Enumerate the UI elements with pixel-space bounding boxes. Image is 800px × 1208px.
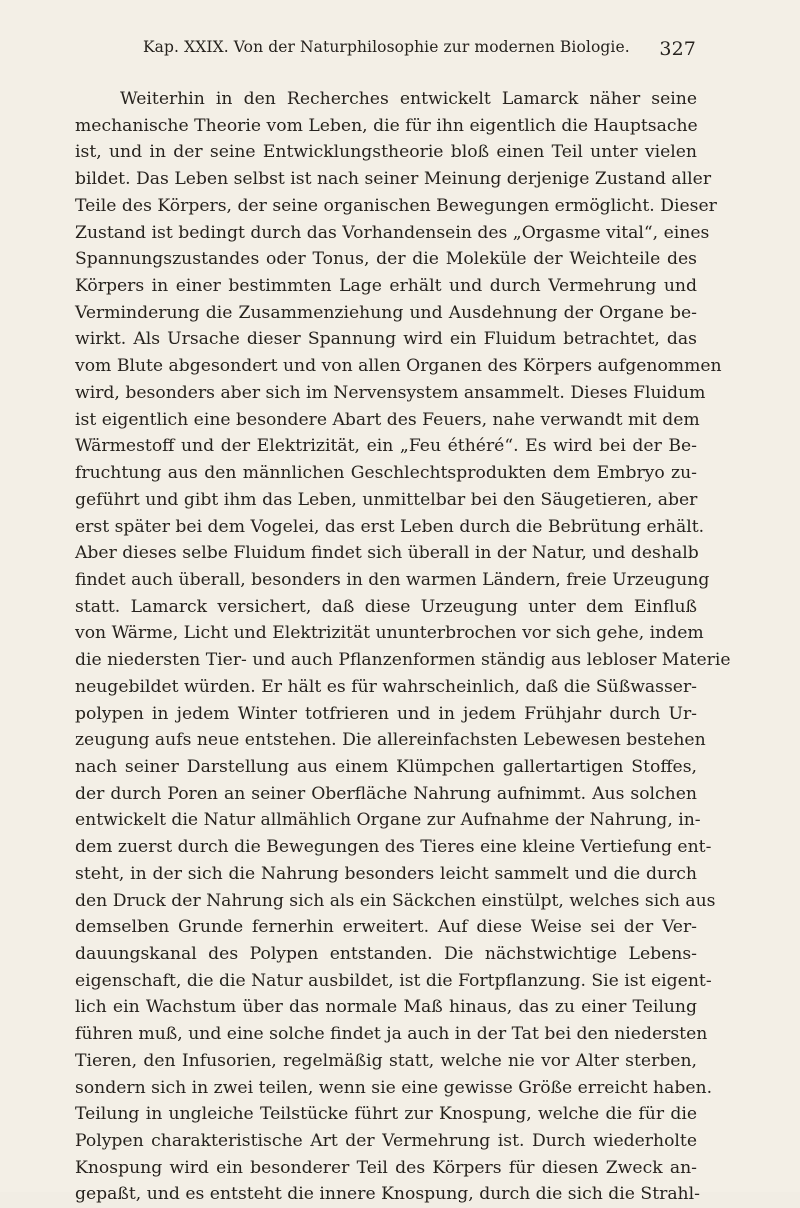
text-line: neugebildet würden. Er hält es für wahrscheinlich, daß die Süßwasser- — [75, 676, 697, 697]
text-line: gepaßt, und es entsteht die innere Knospung, durch die sich die Strahl- — [75, 1184, 700, 1205]
text-line: Teile des Körpers, der seine organischen Bewegungen ermöglicht. Dieser — [75, 195, 717, 216]
text-line: Verminderung die Zusammenziehung und Ausdehnung der Organe be- — [75, 302, 697, 323]
text-line: die niedersten Tier- und auch Pflanzenformen ständig aus lebloser Materie — [75, 650, 731, 671]
text-line: vom Blute abgesondert und von allen Organen des Körpers aufgenommen — [75, 356, 722, 377]
text-line: der durch Poren an seiner Oberfläche Nahrung aufnimmt. Aus solchen — [75, 783, 697, 804]
text-line: dem zuerst durch die Bewegungen des Tieres eine kleine Vertiefung ent- — [75, 837, 712, 858]
text-line: nach seiner Darstellung aus einem Klümpchen gallertartigen Stoffes, — [75, 756, 697, 777]
text-line: lich ein Wachstum über das normale Maß hinaus, das zu einer Teilung — [75, 997, 697, 1018]
text-line: dauungskanal des Polypen entstanden. Die nächstwichtige Lebens- — [75, 944, 697, 964]
text-line: polypen in jedem Winter totfrieren und in jedem Frühjahr durch Ur- — [75, 703, 697, 724]
page-number: 327 — [659, 38, 696, 60]
text-line: Zustand ist bedingt durch das Vorhandensein des „Orgasme vital“, eines — [75, 222, 710, 243]
text-line: von Wärme, Licht und Elektrizität ununterbrochen vor sich gehe, indem — [75, 623, 704, 644]
text-line: wirkt. Als Ursache dieser Spannung wird ein Fluidum betrachtet, das — [75, 329, 697, 350]
text-line: demselben Grunde fernerhin erweitert. Auf diese Weise sei der Ver- — [75, 917, 697, 938]
text-line: führen muß, und eine solche findet ja auch in der Tat bei den niedersten — [75, 1024, 708, 1045]
text-line: Spannungszustandes oder Tonus, der die Moleküle der Weichteile des — [75, 249, 697, 270]
running-head — [143, 36, 698, 58]
text-line: Weiterhin in den Recherches entwickelt Lamarck näher seine — [120, 89, 697, 109]
text-line: entwickelt die Natur allmählich Organe zur Aufnahme der Nahrung, in- — [75, 810, 701, 831]
text-line: Knospung wird ein besonderer Teil des Körpers für diesen Zweck an- — [75, 1157, 697, 1178]
body-paragraph — [75, 86, 731, 1208]
text-line: Wärmestoff und der Elektrizität, ein „Feu éthéré“. Es wird bei der Be- — [75, 436, 697, 457]
text-line: erst später bei dem Vogelei, das erst Leben durch die Bebrütung erhält. — [75, 516, 705, 537]
text-line: statt. Lamarck versichert, daß diese Urzeugung unter dem Einfluß — [75, 596, 697, 617]
text-line: steht, in der sich die Nahrung besonders leicht sammelt und die durch — [75, 863, 697, 884]
text-line: findet auch überall, besonders in den warmen Ländern, freie Urzeugung — [75, 569, 710, 590]
text-line: bildet. Das Leben selbst ist nach seiner Meinung derjenige Zustand aller — [75, 169, 712, 190]
text-line: sondern sich in zwei teilen, wenn sie eine gewisse Größe erreicht haben. — [75, 1077, 713, 1098]
text-line: zeugung aufs neue entstehen. Die allereinfachsten Lebewesen bestehen — [75, 730, 706, 751]
text-line: ist eigentlich eine besondere Abart des Feuers, nahe verwandt mit dem — [75, 409, 700, 430]
text-line: Körpers in einer bestimmten Lage erhält und durch Vermehrung und — [75, 276, 697, 297]
text-line: mechanische Theorie vom Leben, die für ihn eigentlich die Hauptsache — [75, 115, 698, 136]
text-line: Teilung in ungleiche Teilstücke führt zur Knospung, welche die für die — [75, 1104, 697, 1125]
text-line: fruchtung aus den männlichen Geschlechtsprodukten dem Embryo zu- — [75, 463, 697, 484]
text-line: ist, und in der seine Entwicklungstheorie bloß einen Teil unter vielen — [75, 142, 697, 163]
text-line: geführt und gibt ihm das Leben, unmittelbar bei den Säugetieren, aber — [75, 489, 698, 510]
text-line: Polypen charakteristische Art der Vermehrung ist. Durch wiederholte — [75, 1131, 697, 1152]
text-line: eigenschaft, die die Natur ausbildet, ist die Fortpflanzung. Sie ist eigent- — [75, 970, 712, 991]
text-line: den Druck der Nahrung sich als ein Säckchen einstülpt, welches sich aus — [75, 890, 716, 911]
text-line: Aber dieses selbe Fluidum findet sich überall in der Natur, und deshalb — [75, 543, 699, 564]
running-title: Kap. XXIX. Von der Naturphilosophie zur modernen Biologie. — [143, 38, 630, 56]
text-line: Tieren, den Infusorien, regelmäßig statt, welche nie vor Alter sterben, — [75, 1050, 697, 1071]
text-line: wird, besonders aber sich im Nervensystem ansammelt. Dieses Fluidum — [75, 382, 706, 403]
